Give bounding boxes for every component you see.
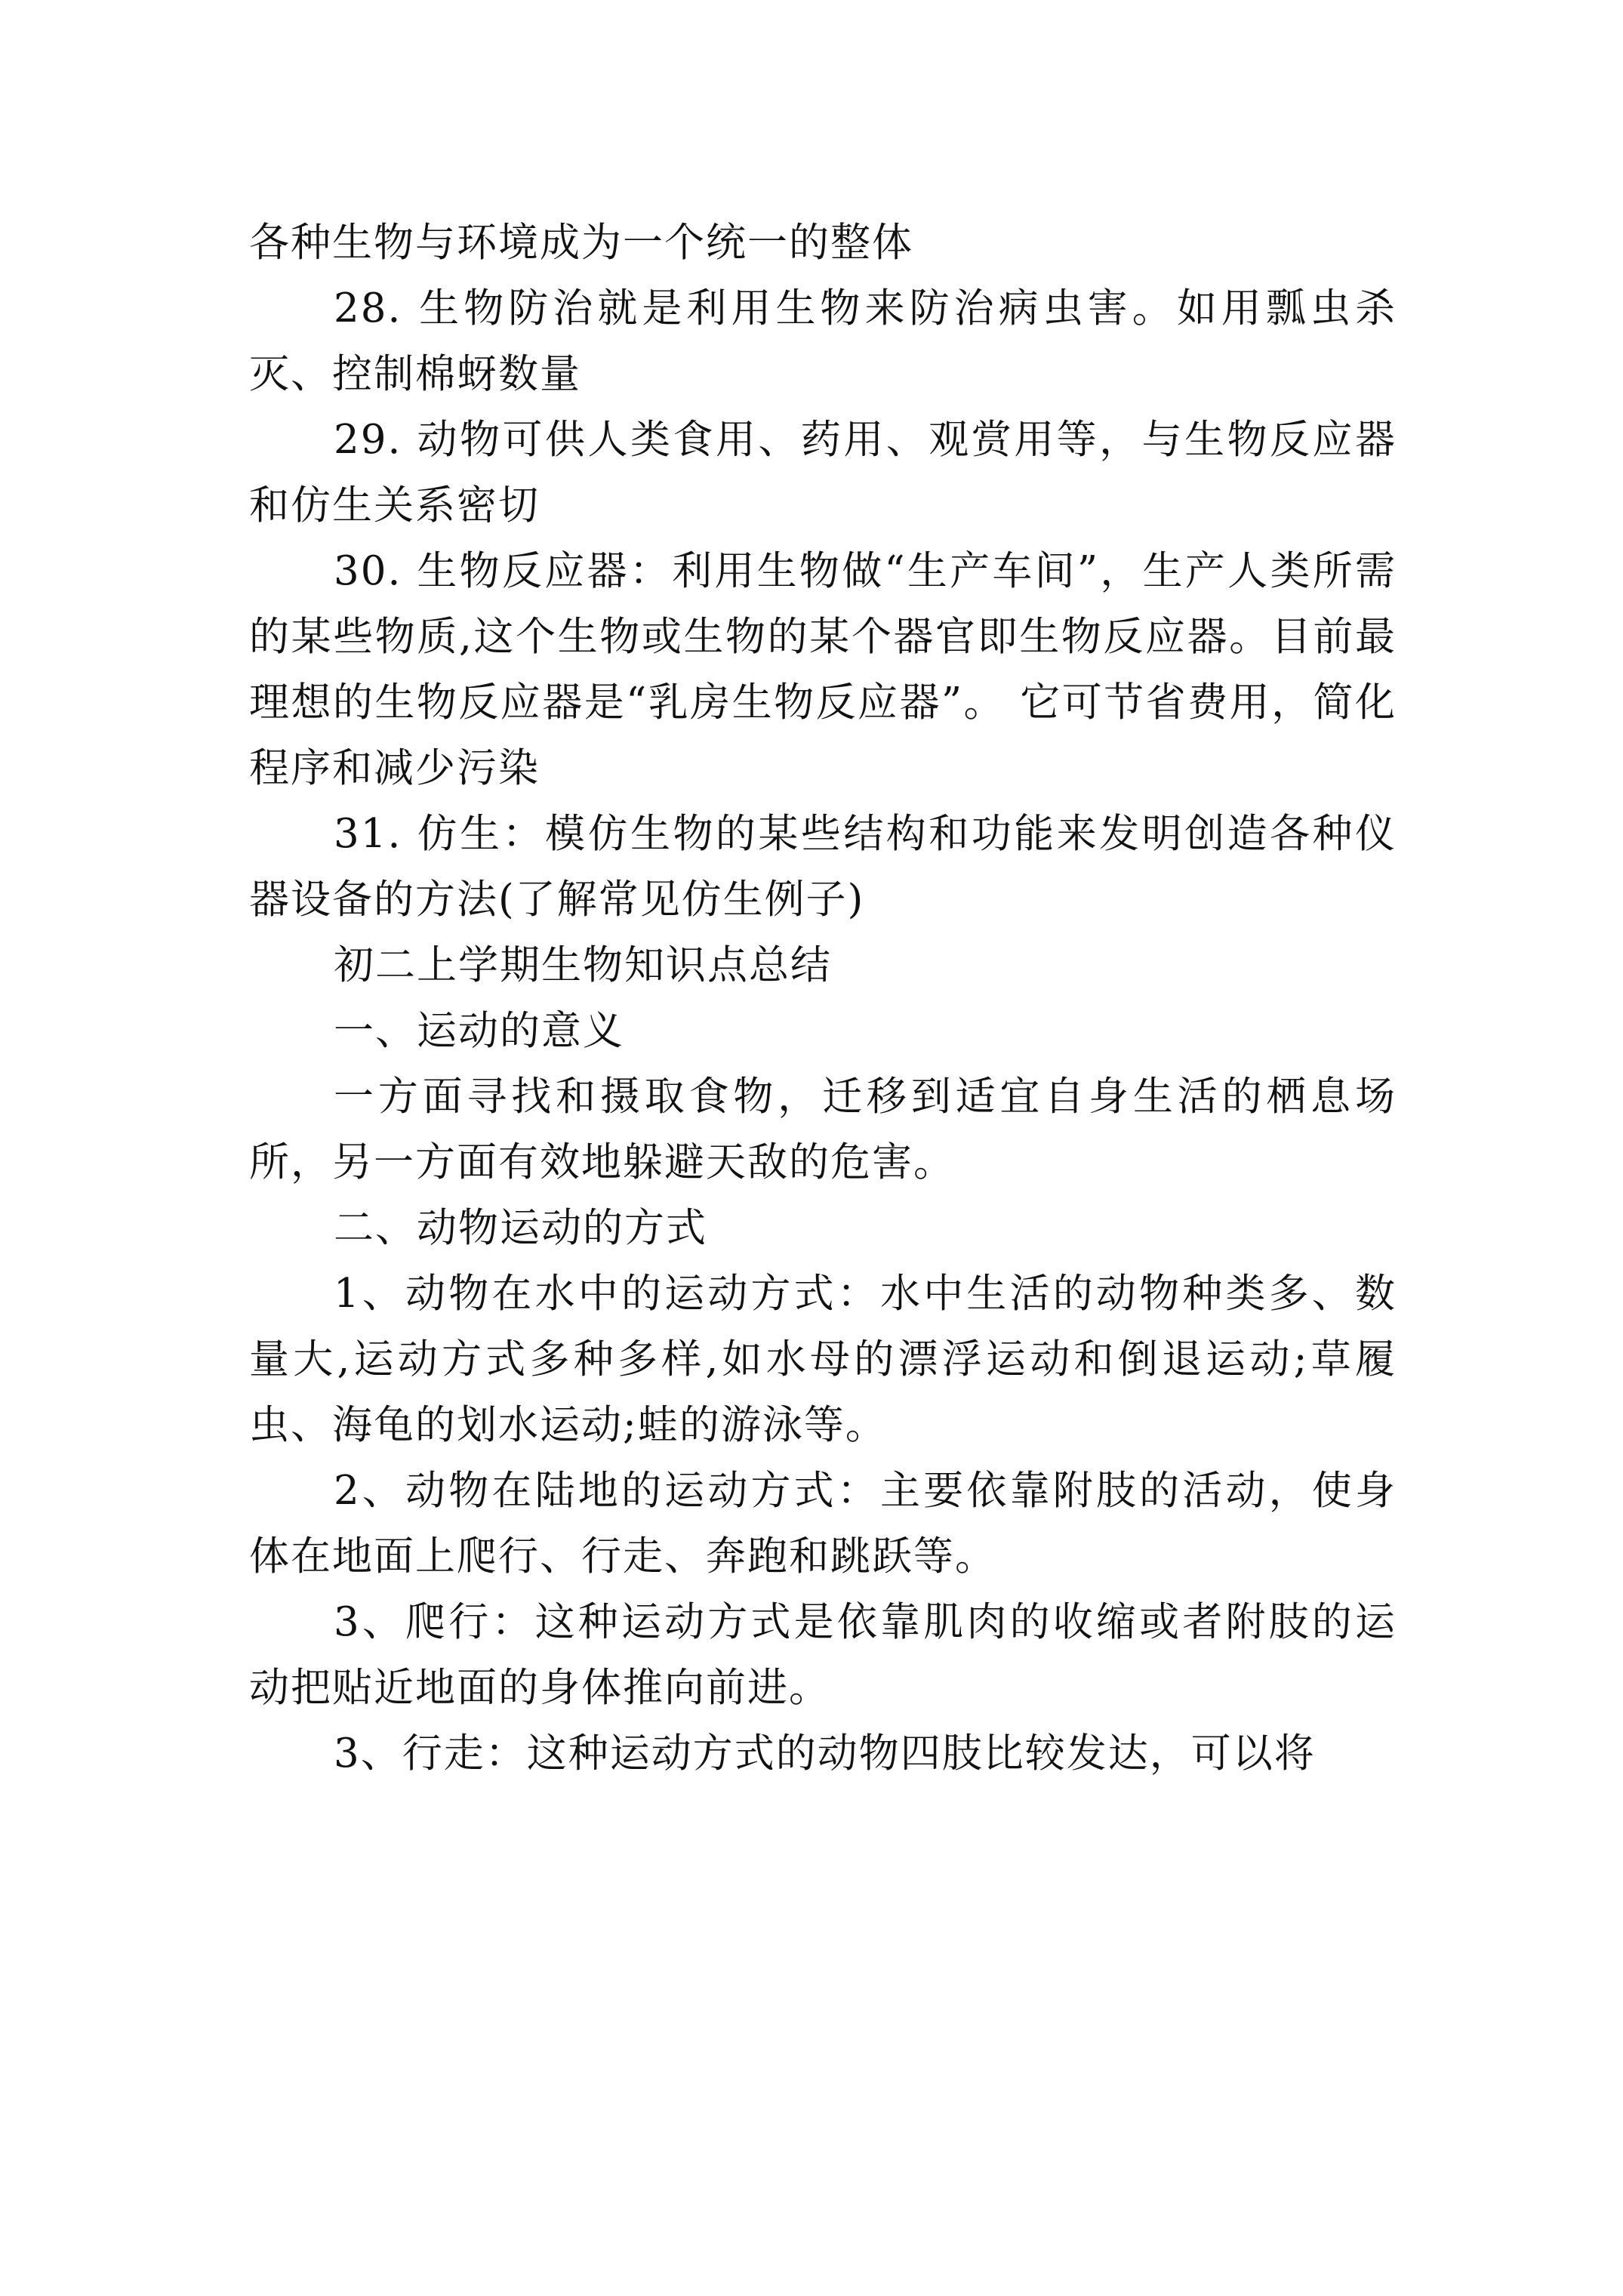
paragraph-5: 31. 仿生：模仿生物的某些结构和功能来发明创造各种仪器设备的方法(了解常见仿生例子): [249, 811, 1397, 923]
section-heading-1: 一、运动的意义: [334, 1008, 624, 1054]
paragraph-10: 1、动物在水中的运动方式：水中生活的动物种类多、数量大,运动方式多种多样,如水母的漂浮运动和倒退运动;草履虫、海龟的划水运动;蛙的游泳等。: [249, 1271, 1397, 1448]
paragraph-8: 一方面寻找和摄取食物，迁移到适宜自身生活的栖息场所，另一方面有效地躲避天敌的危害。: [249, 1074, 1397, 1185]
paragraph-2: 28. 生物防治就是利用生物来防治病虫害。如用瓢虫杀灭、控制棉蚜数量: [249, 285, 1397, 397]
paragraph-4: 30. 生物反应器：利用生物做“生产车间”，生产人类所需的某些物质,这个生物或生物的某个器官即生物反应器。目前最理想的生物反应器是“乳房生物反应器”。 它可节省费用，简化程序和减少污染: [249, 548, 1397, 791]
paragraph-11: 2、动物在陆地的运动方式：主要依靠附肢的活动，使身体在地面上爬行、行走、奔跑和跳跃等。: [249, 1468, 1397, 1579]
paragraph-13: 3、行走：这种运动方式的动物四肢比较发达，可以将: [334, 1730, 1316, 1777]
document-body: [249, 210, 1397, 1786]
section-heading-summary: 初二上学期生物知识点总结: [334, 942, 832, 988]
section-heading-2: 二、动物运动的方式: [334, 1205, 707, 1251]
paragraph-1: 各种生物与环境成为一个统一的整体: [249, 220, 913, 266]
paragraph-12: 3、爬行：这种运动方式是依靠肌肉的收缩或者附肢的运动把贴近地面的身体推向前进。: [249, 1599, 1397, 1711]
paragraph-3: 29. 动物可供人类食用、药用、观赏用等，与生物反应器和仿生关系密切: [249, 417, 1397, 529]
